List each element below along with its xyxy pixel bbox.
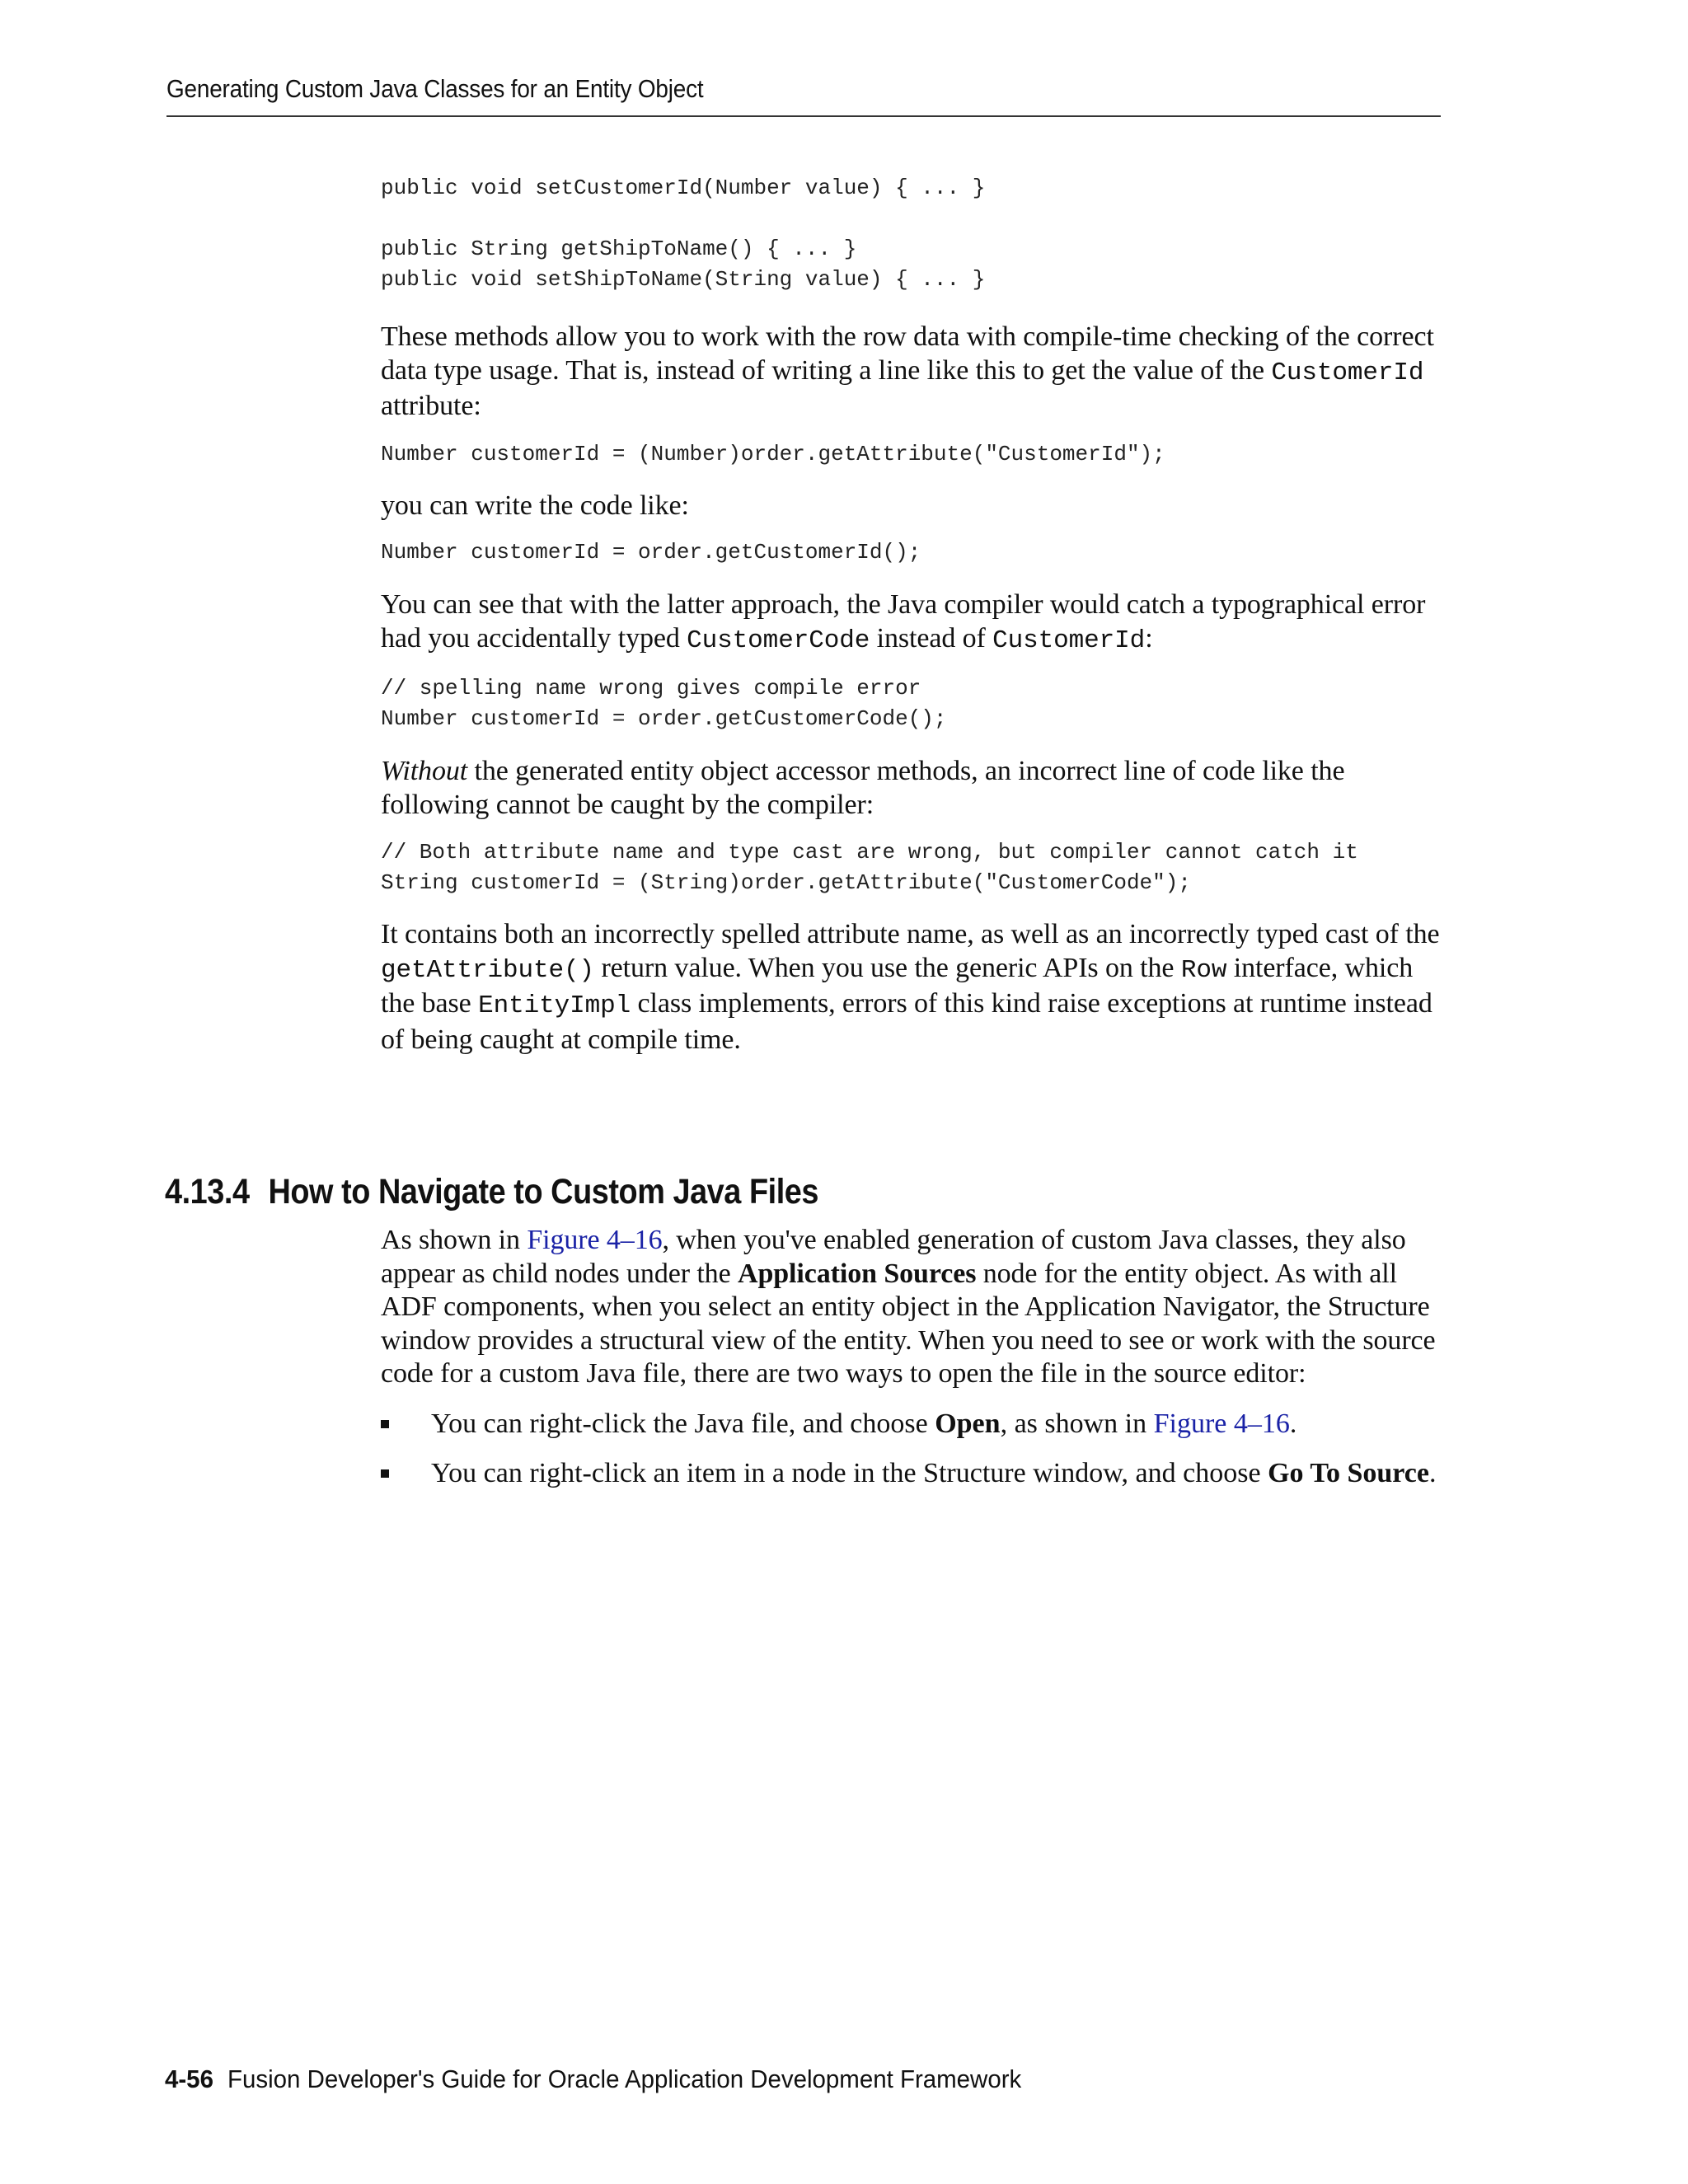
book-title: Fusion Developer's Guide for Oracle Application Development Framework [227,2064,1022,2093]
bold-application-sources: Application Sources [737,1258,977,1289]
paragraph-write-code: you can write the code like: [381,490,689,521]
bullet-icon [381,1420,389,1428]
page-footer [165,2064,1021,2094]
paragraph-latter-approach [381,588,1444,658]
list-item [381,1408,1444,1441]
paragraph-text: node for the entity object. As with all ADF components, when you select an entity object in the Application Navigator, the Structure window provides a structural view of the entity. When you need to see or work with the source code for a custom Java file, there are two ways to open the file in the source editor: [381,1258,1436,1389]
list-item-text: You can right-click an item in a node in the Structure window, and choose [431,1458,1268,1488]
code-block-accessors: public void setCustomerId(Number value) { ... } public String getShipToName() { ... } public void setShipToName(String value) { ... } [381,176,986,292]
code-block-getattribute: Number customerId = (Number)order.getAttribute("CustomerId"); [381,441,1165,466]
paragraph-text: attribute: [381,391,481,421]
paragraph-text: As shown in [381,1225,528,1255]
emphasis-without: Without [381,756,468,786]
bold-open: Open [935,1408,1001,1439]
bullet-icon [381,1469,389,1478]
running-header: Generating Custom Java Classes for an Entity Object [166,74,704,103]
page-number: 4-56 [165,2064,213,2093]
bold-go-to-source: Go To Source [1268,1458,1429,1488]
paragraph-text: instead of [870,622,993,654]
paragraph-compile-time-checking [381,321,1444,424]
paragraph-text: the generated entity object accessor methods, an incorrect line of code like the following cannot be caught by the compiler: [381,756,1345,820]
figure-link[interactable]: Figure 4–16 [527,1225,663,1255]
list-item-text: . [1428,1458,1437,1488]
list-item-text: , as shown in [1000,1408,1154,1439]
section-title: How to Navigate to Custom Java Files [268,1172,818,1212]
paragraph-text: You can see that with the latter approach, the Java compiler would catch a typographical error had you accidentally typed [381,589,1426,654]
paragraph-without-accessors [381,755,1444,822]
header-divider [166,115,1441,117]
section-number: 4.13.4 [165,1172,250,1212]
list-item-text: . [1289,1408,1297,1439]
paragraph-text: These methods allow you to work with the row data with compile-time checking of the correct data type usage. That is, instead of writing a line like this to get the value of the [381,321,1434,386]
list-item-text: You can right-click the Java file, and choose [431,1408,935,1439]
figure-link[interactable]: Figure 4–16 [1153,1408,1290,1439]
code-block-spelling-error: // spelling name wrong gives compile error Number customerId = order.getCustomerCode(); [381,676,947,731]
inline-code-entityimpl: EntityImpl [478,991,631,1020]
paragraph-text: It contains both an incorrectly spelled attribute name, as well as an incorrectly typed cast of the [381,919,1440,949]
section-body [381,1224,1444,1491]
inline-code-row: Row [1180,955,1227,985]
code-block-wrong-cast: // Both attribute name and type cast are wrong, but compiler cannot catch it String customerId = (String)order.getAttribute("CustomerCode"); [381,840,1358,895]
paragraph-runtime-exceptions [381,918,1444,1057]
paragraph-text: interface, which the base [381,952,1414,1019]
inline-code-customercode: CustomerCode [687,626,870,655]
code-block-getcustomerid: Number customerId = order.getCustomerId(); [381,540,921,565]
inline-code-customerid: CustomerId [992,626,1146,655]
paragraph-navigate [381,1224,1444,1391]
section-heading [165,1172,818,1212]
paragraph-text: class implements, errors of this kind raise exceptions at runtime instead of being caught at compile time. [381,988,1432,1055]
paragraph-text: , when you've enabled generation of custom Java classes, they also appear as child nodes under the [381,1225,1406,1289]
inline-code-customerid: CustomerId [1271,358,1424,387]
paragraph-text: return value. When you use the generic APIs on the [594,952,1181,983]
inline-code-getattribute: getAttribute() [381,955,595,985]
list-item [381,1457,1444,1491]
paragraph-text: : [1145,622,1153,654]
main-content [381,173,1444,1057]
